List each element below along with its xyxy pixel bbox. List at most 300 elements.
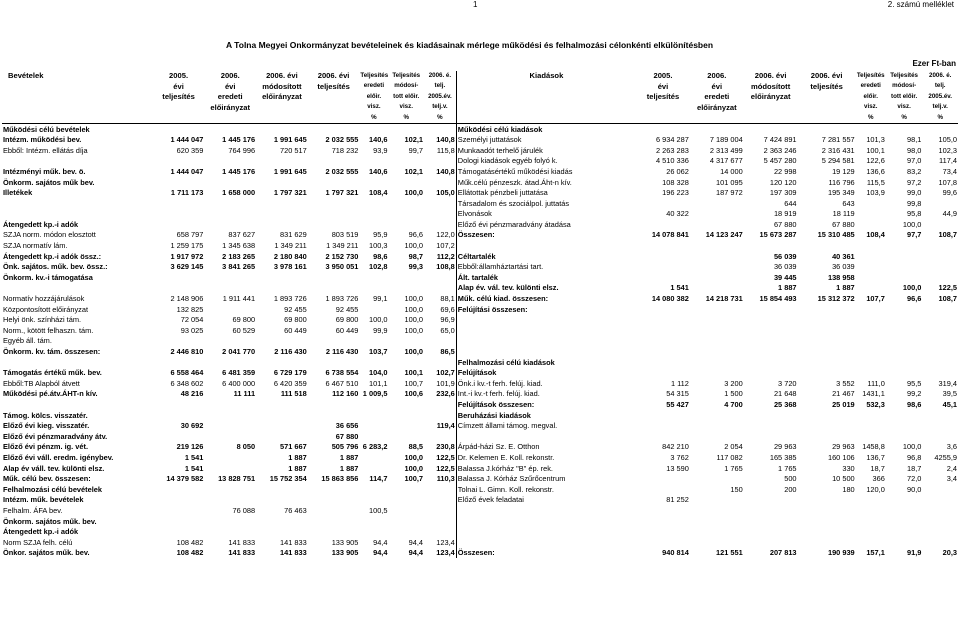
expense-label: Ellátottak pénzbeli juttatása xyxy=(456,188,636,199)
revenue-value xyxy=(204,399,256,410)
expense-value xyxy=(636,198,690,209)
expense-value: 940 814 xyxy=(662,548,689,558)
expense-value xyxy=(690,368,744,379)
expense-value: 15 312 372 xyxy=(817,294,855,304)
revenue-value: 100,0 xyxy=(404,315,423,325)
table-row xyxy=(2,219,958,230)
revenue-value xyxy=(359,463,388,474)
revenue-value: 101,9 xyxy=(436,378,455,388)
revenue-value: 6 400 000 xyxy=(222,378,256,388)
expense-value xyxy=(690,325,744,336)
revenue-value xyxy=(359,283,388,294)
expense-value xyxy=(922,537,958,548)
revenue-value: 140,6 xyxy=(368,135,388,145)
expense-value: 1 765 xyxy=(778,463,797,473)
expense-value xyxy=(856,537,886,548)
expense-value: 7 189 004 xyxy=(709,135,743,145)
revenue-value: 101,1 xyxy=(368,378,388,388)
header-blank xyxy=(456,113,636,124)
expense-value: 15 854 493 xyxy=(759,294,797,304)
expense-value: 500 xyxy=(784,474,797,484)
column-header: 2006. évi xyxy=(754,71,787,81)
expense-value xyxy=(690,527,744,538)
expense-value xyxy=(886,325,923,336)
revenue-value: 95,9 xyxy=(373,230,388,240)
expense-value xyxy=(636,368,690,379)
column-header xyxy=(798,102,856,112)
revenue-value: 88,1 xyxy=(440,294,455,304)
revenue-value: 141 833 xyxy=(228,548,256,558)
expense-value: 96,8 xyxy=(907,452,922,462)
revenue-value xyxy=(388,399,424,410)
revenue-value: 141 833 xyxy=(280,537,307,547)
revenue-value xyxy=(388,505,424,516)
revenue-label xyxy=(2,357,153,368)
column-header xyxy=(636,113,690,124)
expense-value xyxy=(856,410,886,421)
expense-value xyxy=(636,262,690,273)
revenue-value xyxy=(308,484,360,495)
expense-value: 4 317 677 xyxy=(709,156,743,166)
header-blank xyxy=(2,92,153,102)
column-header: Teljesítés xyxy=(392,72,421,80)
expense-value: 73,4 xyxy=(942,166,957,176)
revenue-value xyxy=(424,357,456,368)
expense-label: Társadalom és szociálpol. juttatás xyxy=(456,198,636,209)
revenue-value xyxy=(388,431,424,442)
column-header: telj. xyxy=(434,82,446,90)
revenue-value: 15 752 354 xyxy=(269,474,307,484)
expense-value: 117,4 xyxy=(939,156,957,166)
revenue-value xyxy=(308,357,360,368)
table-row xyxy=(2,537,958,548)
revenue-value xyxy=(308,156,360,167)
table-row xyxy=(2,188,958,199)
revenue-value xyxy=(256,156,308,167)
expense-value: 98,0 xyxy=(907,145,922,155)
revenue-value xyxy=(256,421,308,432)
header-row xyxy=(2,102,958,112)
revenue-value: 1 893 726 xyxy=(325,294,359,304)
expense-value: 122,6 xyxy=(866,156,885,166)
expense-value: 29 963 xyxy=(773,442,797,452)
expense-value xyxy=(636,325,690,336)
revenue-label: Támogatás értékű műk. bev. xyxy=(3,368,102,378)
table-body xyxy=(2,123,958,558)
revenue-value xyxy=(359,452,388,463)
expense-value xyxy=(922,240,958,251)
revenue-value xyxy=(153,484,205,495)
column-header: teljesítés xyxy=(646,92,680,102)
expense-label: Munkaadót terhelő járulék xyxy=(456,145,636,156)
revenue-label: Normatív hozzájárulások xyxy=(3,294,85,304)
revenue-value: 505 796 xyxy=(331,442,359,452)
revenue-value: 620 359 xyxy=(176,145,204,155)
revenue-value: 36 656 xyxy=(335,421,359,431)
revenue-value: 6 467 510 xyxy=(325,378,359,388)
table-row xyxy=(2,251,958,262)
expense-value: 72,0 xyxy=(907,474,922,484)
revenue-value xyxy=(204,516,256,527)
expense-value: 108 328 xyxy=(662,177,689,187)
column-header: módosított xyxy=(262,81,302,91)
revenue-value xyxy=(153,272,205,283)
column-header: Teljesítés xyxy=(856,72,885,80)
revenue-value: 2 116 430 xyxy=(274,347,307,357)
column-header xyxy=(636,102,690,112)
revenue-label: Intézm. működési bev. xyxy=(3,135,82,145)
revenue-value: 141 833 xyxy=(228,537,256,547)
revenue-value: 93 025 xyxy=(180,325,204,335)
expense-value: 67 880 xyxy=(832,219,855,229)
revenue-value: 230,8 xyxy=(436,442,455,452)
expense-value xyxy=(690,505,744,516)
expense-value xyxy=(690,357,744,368)
table-row xyxy=(2,240,958,251)
expense-value: 67 880 xyxy=(773,219,797,229)
revenue-value: 86,5 xyxy=(440,347,455,357)
column-header: évi xyxy=(224,81,236,91)
table-row xyxy=(2,505,958,516)
expense-value xyxy=(798,346,856,357)
revenue-value: 141 833 xyxy=(280,548,307,558)
revenue-value xyxy=(359,209,388,220)
revenue-value xyxy=(424,219,456,230)
revenue-value xyxy=(388,156,424,167)
expense-value: 180 xyxy=(842,484,855,494)
revenue-value: 720 517 xyxy=(280,145,307,155)
expense-value xyxy=(744,368,798,379)
expense-value xyxy=(636,315,690,326)
revenue-value xyxy=(204,219,256,230)
revenue-value: 99,7 xyxy=(408,145,423,155)
revenue-value xyxy=(204,209,256,220)
revenue-value: 110,3 xyxy=(436,474,455,484)
expense-value xyxy=(886,315,923,326)
expense-value xyxy=(636,240,690,251)
budget-table xyxy=(2,71,958,558)
revenue-value xyxy=(424,516,456,527)
revenue-label: Norm., kötött felhaszn. tám. xyxy=(3,325,94,335)
revenue-value xyxy=(424,484,456,495)
revenue-label: Működési célú bevételek xyxy=(3,124,90,134)
expense-value: 207 813 xyxy=(769,548,797,558)
table-row xyxy=(2,336,958,347)
expense-label xyxy=(456,537,636,548)
expense-label: Előző évi pénzmaradvány átadása xyxy=(456,219,636,230)
expense-value: 2 363 246 xyxy=(763,145,797,155)
revenue-value: 232,6 xyxy=(436,389,455,399)
expense-value: 7 424 891 xyxy=(763,135,797,145)
revenue-value: 6 348 602 xyxy=(170,378,204,388)
revenue-value: 60 529 xyxy=(232,325,256,335)
revenue-value xyxy=(256,219,308,230)
expense-value xyxy=(886,537,923,548)
expense-value: 39,5 xyxy=(942,389,957,399)
expense-value xyxy=(922,410,958,421)
expense-value xyxy=(856,357,886,368)
revenue-label: Előző évi kieg. visszatér. xyxy=(3,421,90,431)
revenue-label: SZJA normatív lám. xyxy=(3,241,68,251)
column-header: eredeti xyxy=(860,82,881,90)
expense-value: 1 887 xyxy=(778,283,797,293)
expense-label: Dr. Kelemen E. Koll. rekonstr. xyxy=(456,452,636,463)
revenue-value: 102,1 xyxy=(404,135,423,145)
expense-value: 842 210 xyxy=(662,442,689,452)
expense-label: Felújítások xyxy=(456,368,636,379)
revenue-value: 2 183 265 xyxy=(222,251,256,261)
expense-value: 2 316 431 xyxy=(821,145,855,155)
revenue-value: 13 828 751 xyxy=(218,474,256,484)
table-row xyxy=(2,368,958,379)
expense-value: 3,6 xyxy=(946,442,957,452)
expense-value xyxy=(856,325,886,336)
revenue-value xyxy=(256,177,308,188)
revenue-value: 100,0 xyxy=(404,241,423,251)
expense-value xyxy=(798,421,856,432)
revenue-value: 67 880 xyxy=(335,431,359,441)
column-header: Teljesítés xyxy=(360,72,389,80)
expense-value: 45,1 xyxy=(942,399,957,409)
expense-label xyxy=(456,240,636,251)
expense-value xyxy=(922,325,958,336)
column-header: 2006. xyxy=(220,71,240,81)
expense-value: 22 998 xyxy=(773,166,797,176)
expense-value: 26 062 xyxy=(666,166,689,176)
revenue-label: Önkorm. sajátos műk bev. xyxy=(3,177,95,187)
expense-value xyxy=(636,527,690,538)
revenue-value: 96,6 xyxy=(408,230,423,240)
revenue-value: 112,2 xyxy=(436,251,455,261)
expense-value xyxy=(856,304,886,315)
revenue-value xyxy=(204,452,256,463)
table-row xyxy=(2,283,958,294)
revenue-value xyxy=(256,410,308,421)
table-row xyxy=(2,262,958,273)
expense-value: 21 648 xyxy=(773,389,797,399)
revenue-value xyxy=(359,431,388,442)
revenue-value xyxy=(359,304,388,315)
expense-label: Műk.célú pénzeszk. átad.Áht-n kív. xyxy=(456,177,636,188)
revenue-value xyxy=(256,516,308,527)
revenue-value: 1 445 176 xyxy=(222,135,256,145)
column-header xyxy=(308,102,360,112)
revenue-value xyxy=(424,410,456,421)
expense-label: Ebből:államháztartási tart. xyxy=(456,262,636,273)
revenue-value xyxy=(153,283,205,294)
revenue-value: 6 729 179 xyxy=(273,368,307,378)
header-row xyxy=(2,71,958,81)
revenue-value: 2 116 430 xyxy=(325,347,359,357)
expense-label xyxy=(456,505,636,516)
column-header xyxy=(256,102,308,112)
expense-value xyxy=(690,537,744,548)
table-row xyxy=(2,230,958,241)
expense-value xyxy=(744,325,798,336)
revenue-value xyxy=(359,156,388,167)
revenue-value xyxy=(308,272,360,283)
unit-label: Ezer Ft-ban xyxy=(912,59,956,68)
expense-value xyxy=(922,357,958,368)
revenue-value xyxy=(204,463,256,474)
expense-value xyxy=(886,240,923,251)
expense-value xyxy=(856,527,886,538)
column-header: évi xyxy=(711,81,723,91)
column-header: előirányzat xyxy=(750,92,791,102)
expense-label xyxy=(456,431,636,442)
expense-value xyxy=(922,484,958,495)
revenue-value xyxy=(388,177,424,188)
page-header xyxy=(0,0,960,11)
revenue-value: 6 738 554 xyxy=(325,368,359,378)
expense-value: 14 218 731 xyxy=(705,294,743,304)
expense-label: Előző évek feladatai xyxy=(456,495,636,506)
revenue-value: 1 797 321 xyxy=(325,188,359,198)
expense-value xyxy=(798,304,856,315)
expense-value xyxy=(856,198,886,209)
expense-value xyxy=(856,219,886,230)
column-header: visz. xyxy=(864,103,878,111)
revenue-label xyxy=(2,198,153,209)
expense-value xyxy=(922,421,958,432)
expense-value: 4 700 xyxy=(724,399,743,409)
revenue-value: 831 629 xyxy=(280,230,307,240)
expense-value: 3 552 xyxy=(836,378,855,388)
expense-value xyxy=(744,527,798,538)
column-header: évi xyxy=(657,81,669,91)
expense-value: 95,8 xyxy=(907,209,922,219)
column-header: eredeti xyxy=(704,92,730,102)
column-header: eredeti xyxy=(217,92,243,102)
revenue-label: Műk. célú bev. összesen: xyxy=(3,474,91,484)
expense-value xyxy=(690,272,744,283)
expense-value: 122,5 xyxy=(938,283,957,293)
revenue-value xyxy=(204,272,256,283)
revenue-value xyxy=(424,399,456,410)
table-row xyxy=(2,484,958,495)
table-row xyxy=(2,209,958,220)
expense-value xyxy=(690,283,744,294)
expense-label: Int.-i kv.-t ferh. felúj. kiad. xyxy=(456,389,636,400)
table-row xyxy=(2,442,958,453)
revenue-value xyxy=(204,527,256,538)
expense-value xyxy=(690,262,744,273)
revenue-value: 122,5 xyxy=(436,452,455,462)
revenue-value: 93,9 xyxy=(373,145,388,155)
expense-value: 15 310 485 xyxy=(817,230,855,240)
expense-value xyxy=(690,304,744,315)
expense-label: Összesen: xyxy=(456,230,636,241)
header-blank xyxy=(2,81,153,91)
expense-value: 1 500 xyxy=(724,389,743,399)
column-header: teljesítés xyxy=(317,81,350,91)
expense-label xyxy=(456,527,636,538)
table-row xyxy=(2,293,958,304)
revenue-value: 114,7 xyxy=(369,474,388,484)
revenue-value xyxy=(308,527,360,538)
expense-value xyxy=(690,431,744,442)
expense-value xyxy=(886,431,923,442)
revenue-label: Átengedett kp.-i adók össz.: xyxy=(3,251,102,261)
revenue-value: 100,0 xyxy=(404,188,423,198)
expense-value xyxy=(922,251,958,262)
expense-value xyxy=(690,410,744,421)
column-header: előir. xyxy=(863,92,878,100)
column-header: telj.v. xyxy=(432,103,448,111)
expense-label: Személyi juttatások xyxy=(456,135,636,146)
expense-value: 6 934 287 xyxy=(656,135,689,145)
revenue-value xyxy=(153,209,205,220)
expense-value xyxy=(636,304,690,315)
expense-value: 111,0 xyxy=(867,378,885,388)
expense-value: 101 095 xyxy=(716,177,743,187)
revenue-value xyxy=(153,431,205,442)
revenue-value xyxy=(308,516,360,527)
expense-value xyxy=(856,368,886,379)
expense-value: 98,1 xyxy=(907,135,922,145)
expense-value: 196 223 xyxy=(662,188,689,198)
expense-value xyxy=(690,346,744,357)
revenue-value: 115,8 xyxy=(436,145,455,155)
revenue-value xyxy=(424,283,456,294)
expense-value: 200 xyxy=(784,484,797,494)
revenue-value: 3 629 145 xyxy=(170,262,204,272)
revenue-value xyxy=(204,198,256,209)
left-section-title: Bevételek xyxy=(8,71,44,81)
expense-value: 96,6 xyxy=(907,294,922,304)
expense-value xyxy=(744,505,798,516)
expense-value: 107,8 xyxy=(938,177,957,187)
revenue-value: 1 711 173 xyxy=(170,188,204,198)
expense-value xyxy=(636,474,690,485)
expense-label xyxy=(456,315,636,326)
expense-value xyxy=(922,346,958,357)
expense-value: 1 112 xyxy=(670,378,689,388)
attachment-label: 2. számú melléklet xyxy=(887,0,954,9)
column-header xyxy=(153,102,205,112)
column-header: % xyxy=(388,113,424,124)
revenue-value xyxy=(388,198,424,209)
table-row xyxy=(2,452,958,463)
revenue-value: 1 991 645 xyxy=(273,135,307,145)
revenue-value: 133 905 xyxy=(331,548,359,558)
revenue-value: 1 541 xyxy=(184,452,204,462)
revenue-value xyxy=(359,177,388,188)
expense-value: 1431,1 xyxy=(862,389,885,399)
expense-value xyxy=(886,516,923,527)
revenue-value xyxy=(308,336,360,347)
revenue-label: Ebből: Intézm. ellátás díja xyxy=(3,145,88,155)
expense-value: 157,1 xyxy=(866,548,885,558)
revenue-value xyxy=(424,505,456,516)
revenue-label: Átengedett kp.-i adók xyxy=(3,527,79,537)
revenue-value xyxy=(308,505,360,516)
page-number: 1 xyxy=(473,0,478,9)
expense-value xyxy=(798,336,856,347)
expense-value xyxy=(886,368,923,379)
table-row xyxy=(2,431,958,442)
expense-value: 108,7 xyxy=(938,230,957,240)
expense-value xyxy=(636,410,690,421)
revenue-label: Központosított előirányzat xyxy=(3,304,89,314)
expense-value xyxy=(744,410,798,421)
table-row xyxy=(2,272,958,283)
expense-value xyxy=(690,209,744,220)
expense-value: 97,2 xyxy=(907,177,922,187)
revenue-value: 1 887 xyxy=(339,452,359,462)
revenue-value: 1 887 xyxy=(339,463,359,473)
expense-label: Ált. tartalék xyxy=(456,272,636,283)
